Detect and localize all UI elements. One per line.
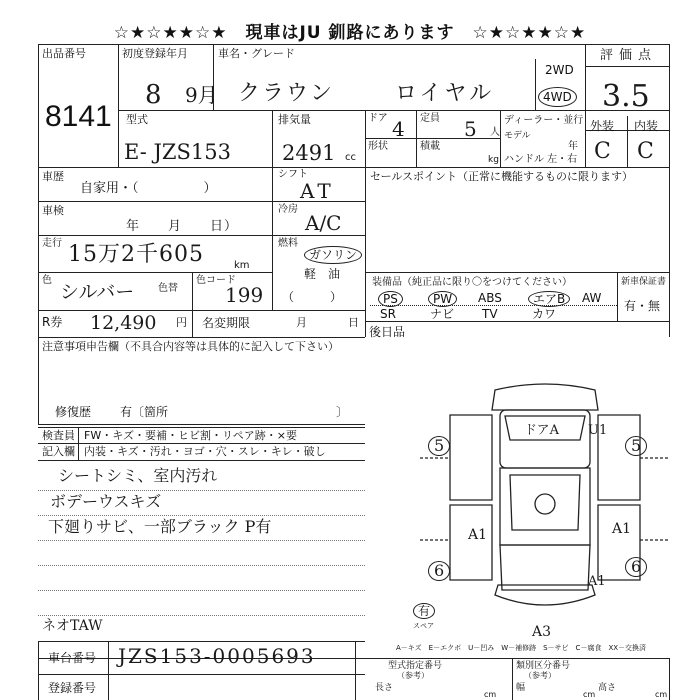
r-ticket-unit: 円 bbox=[176, 316, 187, 329]
diagram-right-a: A1 bbox=[612, 521, 632, 537]
first-reg-year: 8 bbox=[145, 80, 162, 110]
model-year-label: モデル bbox=[504, 131, 531, 141]
fuel-diesel: 軽 油 bbox=[304, 267, 341, 281]
name-change-month: 月 bbox=[296, 316, 307, 329]
equip-navi: ナビ bbox=[430, 307, 455, 321]
car-name: クラウン bbox=[238, 81, 335, 106]
color-code-value: 199 bbox=[225, 283, 264, 307]
inspector-legend: FW・キズ・要補・ヒビ割・リペア跡・×要 bbox=[84, 429, 297, 442]
capacity-unit: 人 bbox=[490, 127, 500, 138]
notes-label: 注意事項申告欄（不具合内容等は具体的に記入して下さい） bbox=[42, 340, 339, 353]
ext-value: C bbox=[594, 139, 611, 164]
remark-line-2: ボデーウスキズ bbox=[50, 492, 162, 511]
shift-value: AT bbox=[300, 179, 335, 203]
height-unit: cm bbox=[655, 690, 668, 699]
color-value: シルバー bbox=[60, 281, 135, 303]
color-code-label: 色コード bbox=[196, 275, 236, 286]
diagram-left-a: A1 bbox=[468, 527, 488, 543]
equipment-label: 装備品（純正品に限り〇をつけてください） bbox=[372, 277, 572, 288]
remark-line-3: 下廻りサビ、一部ブラック P有 bbox=[48, 517, 272, 536]
name-change-day: 日 bbox=[348, 316, 359, 329]
chassis-value: JZS153-0005693 bbox=[118, 644, 316, 668]
r-ticket-label: R券 bbox=[42, 315, 63, 329]
model-label: 型式 bbox=[126, 113, 148, 126]
class-number-label: 類別区分番号 bbox=[516, 661, 571, 671]
aircon-value: A/C bbox=[305, 211, 342, 235]
displacement-value: 2491 bbox=[282, 141, 336, 165]
bottom-note: ネオTAW bbox=[42, 618, 103, 634]
doors-value: 4 bbox=[392, 117, 405, 141]
equip-aw: AW bbox=[582, 291, 602, 305]
car-diagram bbox=[420, 380, 670, 630]
form-number-sub: （参考） bbox=[397, 671, 429, 680]
height-label: 高さ bbox=[598, 683, 617, 693]
load-label: 積載 bbox=[420, 141, 440, 152]
diagram-right-front: 5 bbox=[625, 436, 647, 456]
model-value: E- JZS153 bbox=[124, 140, 231, 164]
score-label: 評価点 bbox=[600, 48, 658, 63]
equip-ps: PS bbox=[378, 291, 403, 307]
fuel-gasoline: ガソリン bbox=[304, 246, 362, 264]
r-ticket-value: 12,490 bbox=[90, 312, 157, 334]
car-name-label: 車名・グレード bbox=[218, 47, 295, 60]
chassis-label: 車台番号 bbox=[48, 651, 97, 665]
remark-line-1: シートシミ、室内汚れ bbox=[58, 466, 218, 485]
diagram-rear: A3 bbox=[532, 624, 552, 640]
equip-leather: カワ bbox=[532, 307, 557, 321]
equip-sr: SR bbox=[380, 307, 396, 321]
int-label: 内装 bbox=[634, 119, 659, 133]
diagram-legend: A－キズ E－エクボ U－凹み W－補修跡 S－サビ C－腐食 XX－交換済 bbox=[396, 644, 647, 652]
after-market-label: 後日品 bbox=[369, 325, 406, 339]
class-number-sub: （参考） bbox=[524, 671, 556, 680]
length-label: 長さ bbox=[375, 683, 394, 693]
diagram-spare-label: スペア bbox=[413, 622, 434, 630]
length-unit: cm bbox=[484, 690, 497, 699]
color-change-label: 色替 bbox=[158, 283, 178, 294]
int-value: C bbox=[637, 139, 654, 164]
diagram-spare: 有 bbox=[413, 603, 435, 619]
form-number-label: 型式指定番号 bbox=[388, 661, 443, 671]
equip-pw: PW bbox=[428, 291, 457, 307]
aircon-label: 冷房 bbox=[278, 204, 298, 215]
load-unit: kg bbox=[488, 155, 499, 165]
displacement-unit: cc bbox=[345, 152, 356, 163]
inspection-label: 車検 bbox=[42, 204, 64, 217]
warranty-label: 新車保証書 bbox=[621, 277, 667, 287]
ext-label: 外装 bbox=[590, 119, 615, 133]
repair-label: 修復歴 bbox=[55, 405, 92, 419]
drive-4wd: 4WD bbox=[538, 87, 577, 107]
fuel-label: 燃料 bbox=[278, 238, 298, 249]
score-value: 3.5 bbox=[602, 79, 650, 114]
diagram-left-front: 5 bbox=[428, 436, 450, 456]
dealer-label: ディーラー・並行 bbox=[504, 115, 584, 126]
model-year-unit: 年 bbox=[568, 141, 578, 152]
registration-label: 登録番号 bbox=[48, 681, 97, 695]
diagram-right-side: A1 bbox=[588, 574, 606, 589]
width-unit: cm bbox=[583, 690, 596, 699]
usage-label: 車歴 bbox=[42, 170, 64, 183]
diagram-top-note: ドアA bbox=[524, 423, 559, 438]
car-grade: ロイヤル bbox=[395, 81, 495, 106]
lot-number: 8141 bbox=[45, 100, 112, 133]
handle-label: ハンドル 左・右 bbox=[504, 154, 578, 165]
first-reg-label: 初度登録年月 bbox=[122, 47, 188, 60]
warranty-value: 有・無 bbox=[624, 299, 661, 313]
capacity-label: 定員 bbox=[420, 113, 440, 124]
capacity-value: 5 bbox=[464, 117, 477, 141]
inspector-label: 検査員 bbox=[42, 429, 75, 442]
drive-2wd: 2WD bbox=[545, 63, 574, 77]
header-banner: ☆★☆★★☆★ 現車はJU 釧路にあります ☆★☆★★☆★ bbox=[113, 23, 587, 43]
mileage-unit: km bbox=[234, 260, 250, 271]
color-label: 色 bbox=[42, 275, 52, 286]
equip-abs: ABS bbox=[478, 291, 502, 305]
repair-value: 有〔箇所 〕 bbox=[120, 405, 349, 419]
usage-value: 自家用・（ ） bbox=[80, 181, 217, 196]
mileage-label: 走行 bbox=[42, 238, 62, 249]
diagram-top-right: U1 bbox=[588, 423, 608, 438]
equip-tv: TV bbox=[482, 307, 498, 321]
diagram-left-rear: 6 bbox=[428, 561, 450, 581]
mileage-value: 15万2千605 bbox=[68, 242, 204, 267]
sales-point-label: セールスポイント（正常に機能するものに限ります） bbox=[370, 170, 634, 183]
diagram-right-rear: 6 bbox=[625, 557, 647, 577]
inspection-value: 年 月 日） bbox=[126, 219, 239, 234]
remarks-label: 記入欄 bbox=[42, 445, 75, 458]
name-change-label: 名変期限 bbox=[202, 316, 251, 330]
equip-airbag: エアB bbox=[528, 291, 570, 307]
shift-label: シフト bbox=[278, 169, 308, 180]
displacement-label: 排気量 bbox=[278, 113, 311, 126]
doors-label: ドア bbox=[368, 113, 388, 124]
first-reg-month: 9月 bbox=[185, 83, 218, 107]
fuel-paren: （ ） bbox=[282, 290, 347, 304]
remarks-legend: 内装・キズ・汚れ・ヨゴ・穴・スレ・キレ・破し bbox=[84, 445, 326, 458]
width-label: 幅 bbox=[516, 683, 526, 693]
lot-label: 出品番号 bbox=[42, 47, 86, 60]
shape-label: 形状 bbox=[368, 141, 388, 152]
